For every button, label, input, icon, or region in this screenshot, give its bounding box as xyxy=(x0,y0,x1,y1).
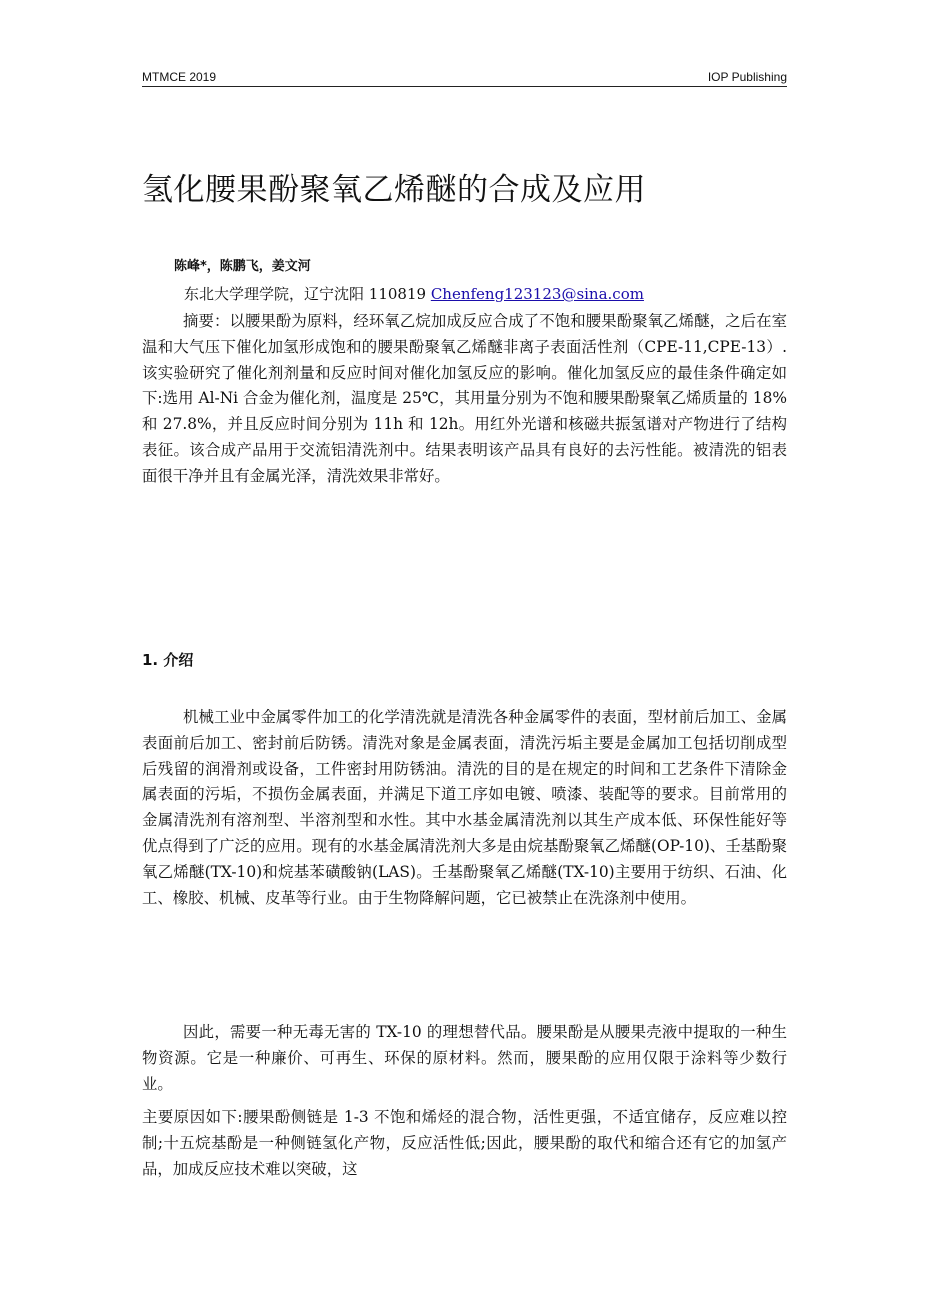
publisher-name: IOP Publishing xyxy=(707,70,787,84)
conference-name: MTMCE 2019 xyxy=(142,70,217,84)
affiliation-line xyxy=(184,283,784,305)
affiliation-text: 东北大学理学院，辽宁沈阳 110819 xyxy=(184,285,431,303)
intro-paragraph-1: 机械工业中金属零件加工的化学清洗就是清洗各种金属零件的表面，型材前后加工、金属表面前后加工、密封前后防锈。清洗对象是金属表面，清洗污垢主要是金属加工包括切削成型后残留的润滑剂或设备，工件密封用防锈油。清洗的目的是在规定的时间和工艺条件下清除金属表面的污垢，不损伤金属表面，并满足下道工序如电镀、喷漆、装配等的要求。目前常用的金属清洗剂有溶剂型、半溶剂型和水性。其中水基金属清洗剂以其生产成本低、环保性能好等优点得到了广泛的应用。现有的水基金属清洗剂大多是由烷基酚聚氧乙烯醚(OP-10)、壬基酚聚氧乙烯醚(TX-10)和烷基苯磺酸钠(LAS)。壬基酚聚氧乙烯醚(TX-10)主要用于纺织、石油、化工、橡胶、机械、皮革等行业。由于生物降解问题，它已被禁止在洗涤剂中使用。 xyxy=(142,708,787,907)
author-email-link[interactable]: Chenfeng123123@sina.com xyxy=(430,285,644,303)
intro-paragraph-3: 主要原因如下:腰果酚侧链是 1-3 不饱和烯烃的混合物，活性更强，不适宜储存，反应难以控制;十五烷基酚是一种侧链氢化产物，反应活性低;因此，腰果酚的取代和缩合还有它的加氢产品，加成反应技术难以突破，这 xyxy=(142,1108,787,1178)
paper-title: 氢化腰果酚聚氧乙烯醚的合成及应用 xyxy=(142,172,646,208)
section-heading-introduction: 1. 介绍 xyxy=(142,651,194,669)
running-header xyxy=(142,68,787,87)
abstract-paragraph: 摘要：以腰果酚为原料，经环氧乙烷加成反应合成了不饱和腰果酚聚氧乙烯醚，之后在室温和大气压下催化加氢形成饱和的腰果酚聚氧乙烯醚非离子表面活性剂（CPE-11,CPE-13）.该实验研究了催化剂剂量和反应时间对催化加氢反应的影响。催化加氢反应的最佳条件确定如下:选用 Al-Ni 合金为催化剂，温度是 25℃，其用量分别为不饱和腰果酚聚氧乙烯质量的 18%和 27.8%，并且反应时间分别为 11h 和 12h。用红外光谱和核磁共振氢谱对产物进行了结构表征。该合成产品用于交流铝清洗剂中。结果表明该产品具有良好的去污性能。被清洗的铝表面很干净并且有金属光泽，清洗效果非常好。 xyxy=(142,312,787,485)
intro-paragraph-2: 因此，需要一种无毒无害的 TX-10 的理想替代品。腰果酚是从腰果壳液中提取的一种生物资源。它是一种廉价、可再生、环保的原材料。然而，腰果酚的应用仅限于涂料等少数行业。 xyxy=(142,1023,787,1093)
author-list: 陈峰*，陈鹏飞，姜文河 xyxy=(174,259,311,274)
